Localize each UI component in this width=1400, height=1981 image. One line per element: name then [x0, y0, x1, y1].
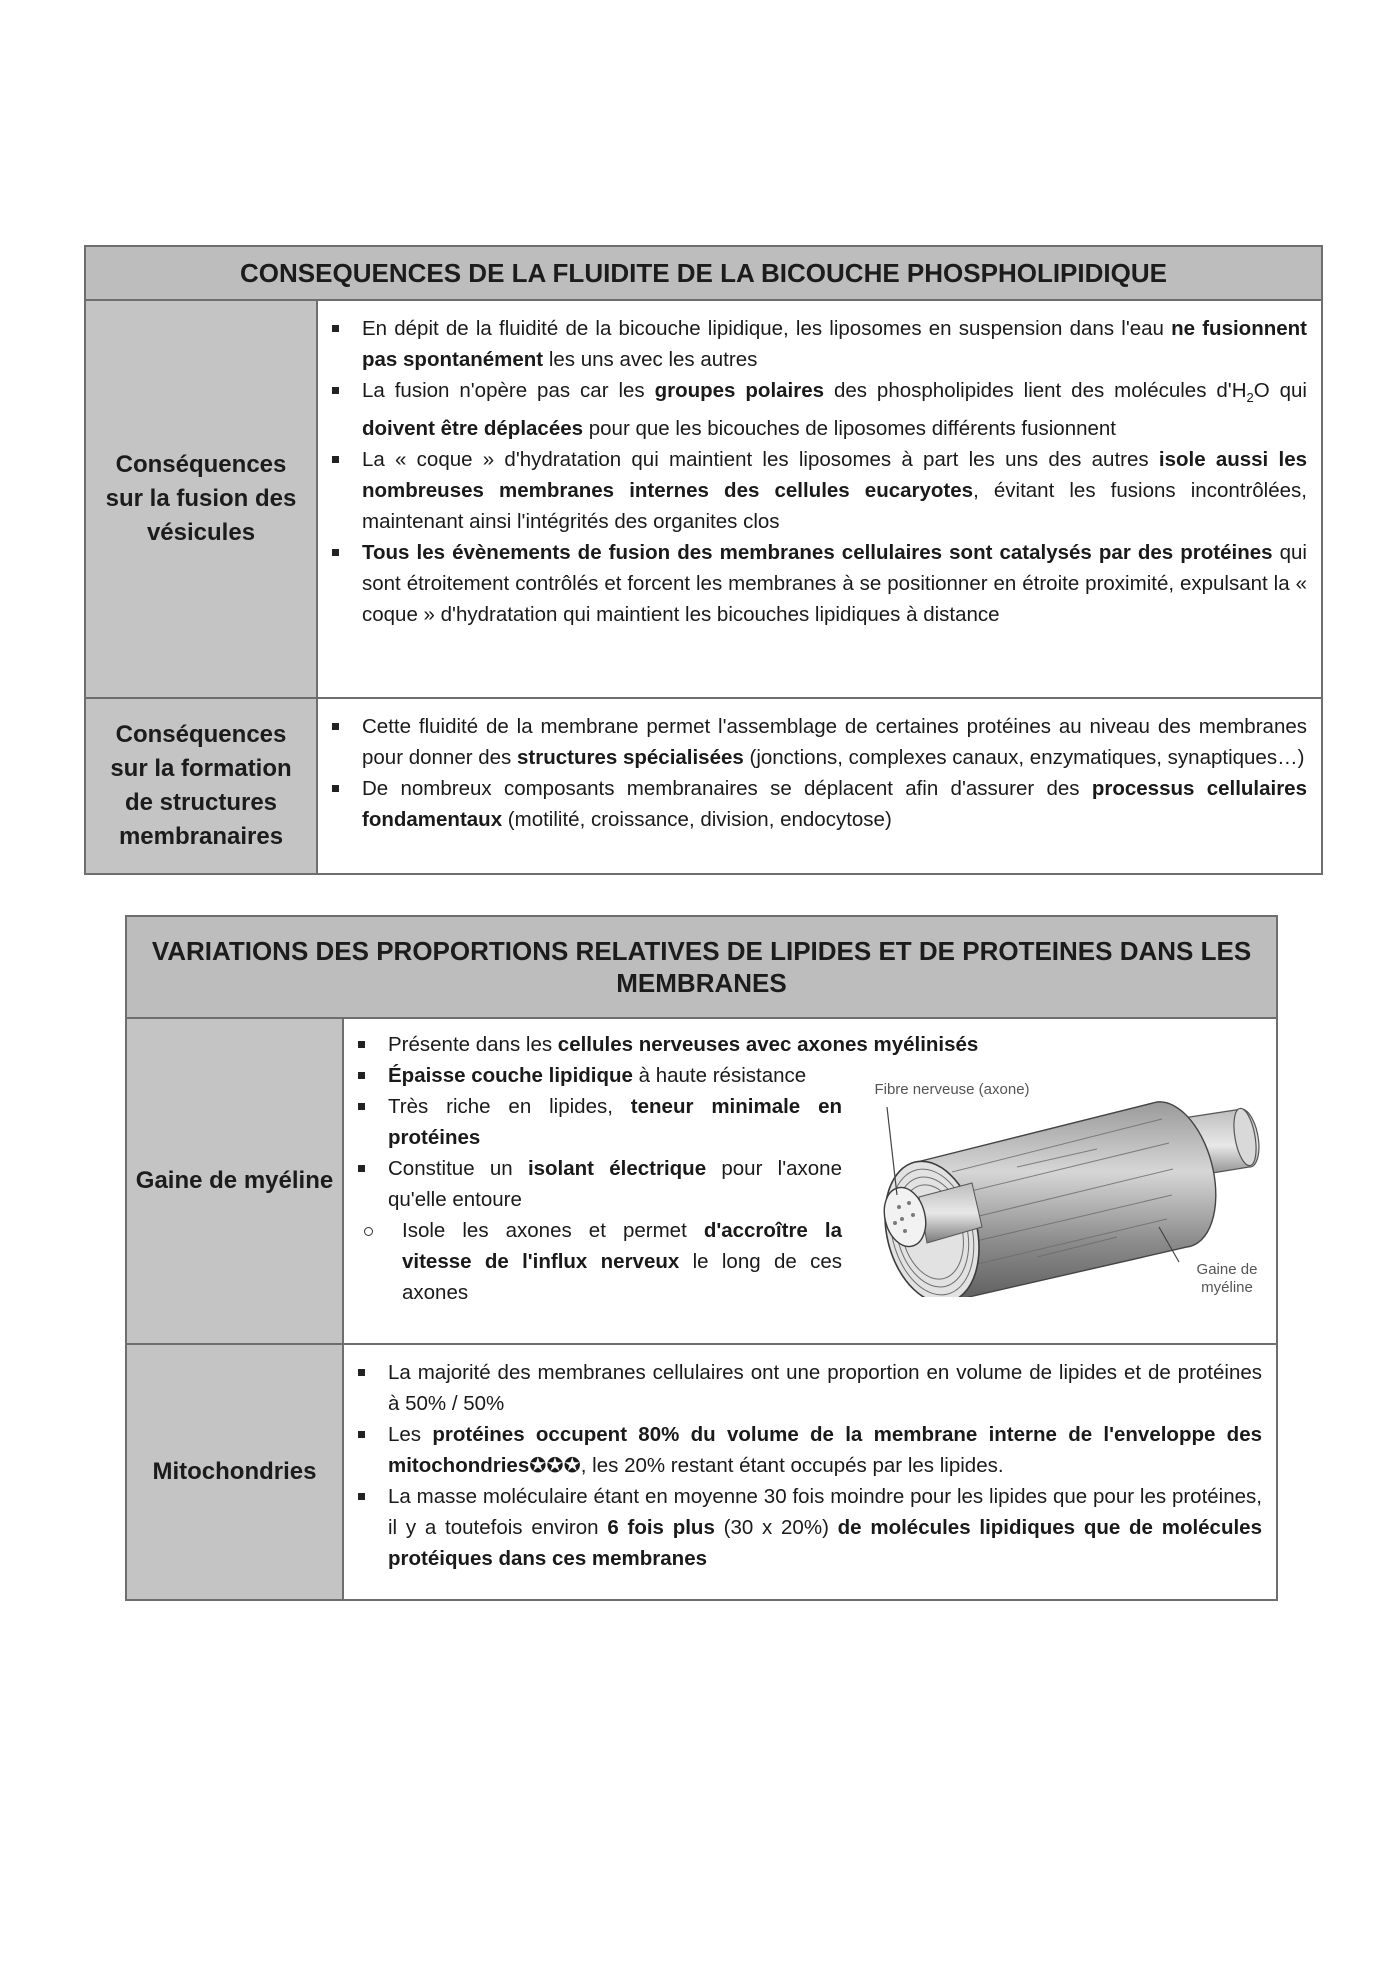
list-item: Présente dans les cellules nerveuses avec axones myélinisés [352, 1029, 1148, 1060]
figure-label-fibre: Fibre nerveuse (axone) [874, 1081, 1030, 1098]
row-content-membrane-structures [317, 698, 1322, 874]
list-item: En dépit de la fluidité de la bicouche lipidique, les liposomes en suspension dans l'eau ne fusionnent pas spontanément les uns avec les autres [326, 313, 1307, 375]
list-item: La masse moléculaire étant en moyenne 30 fois moindre pour les lipides que pour les protéines, il y a toutefois environ 6 fois plus (30 x 20%) de molécules lipidiques que de molécules protéiques dans ces membranes [352, 1481, 1262, 1574]
fluidity-consequences-table [84, 245, 1323, 875]
table-title: VARIATIONS DES PROPORTIONS RELATIVES DE LIPIDES ET DE PROTEINES DANS LES MEMBRANES [126, 916, 1277, 1018]
lipid-protein-proportions-table [125, 915, 1278, 1601]
list-item: La majorité des membranes cellulaires ont une proportion en volume de lipides et de protéines à 50% / 50% [352, 1357, 1262, 1419]
row-label-myelin: Gaine de myéline [126, 1018, 343, 1344]
list-item: Épaisse couche lipidique à haute résistance [352, 1060, 842, 1091]
list-item: La fusion n'opère pas car les groupes polaires des phospholipides lient des molécules $d'H_2O$ qui doivent être déplacées pour que les bicouches de liposomes différents fusionnent [326, 375, 1307, 444]
list-item: Très riche en lipides, teneur minimale en protéines [352, 1091, 842, 1153]
row-content-myelin [343, 1018, 1277, 1344]
list-item: Les protéines occupent 80% du volume de la membrane interne de l'enveloppe des mitochondries✪✪✪, les 20% restant étant occupés par les lipides. [352, 1419, 1262, 1481]
list-item: La « coque » d'hydratation qui maintient les liposomes à part les uns des autres isole aussi les nombreuses membranes internes des cellules eucaryotes, évitant les fusions incontrôlées, maintenant ainsi l'intégrités des organites clos [326, 444, 1307, 537]
row-label-mitochondria: Mitochondries [126, 1344, 343, 1600]
row-content-vesicle-fusion [317, 300, 1322, 698]
list-item: Tous les évènements de fusion des membranes cellulaires sont catalysés par des protéines qui sont étroitement contrôlés et forcent les membranes à se positionner en étroite proximité, expulsant la « coque » d'hydratation qui maintient les bicouches lipidiques à distance [326, 537, 1307, 630]
row-label-membrane-structures: Conséquences sur la formation de structures membranaires [85, 698, 317, 874]
myelin-sheath-figure [857, 1057, 1277, 1297]
list-item: Constitue un isolant électrique pour l'axone qu'elle entoure [352, 1153, 842, 1215]
list-item: De nombreux composants membranaires se déplacent afin d'assurer des processus cellulaires fondamentaux (motilité, croissance, division, endocytose) [326, 773, 1307, 835]
row-label-vesicle-fusion: Conséquences sur la fusion des vésicules [85, 300, 317, 698]
list-item: Cette fluidité de la membrane permet l'assemblage de certaines protéines au niveau des membranes pour donner des structures spécialisées (jonctions, complexes canaux, enzymatiques, synaptiques…) [326, 711, 1307, 773]
table-title: CONSEQUENCES DE LA FLUIDITE DE LA BICOUCHE PHOSPHOLIPIDIQUE [85, 246, 1322, 300]
figure-label-gaine: Gaine de myéline [1196, 1261, 1258, 1296]
sub-list-item: Isole les axones et permet d'accroître la vitesse de l'influx nerveux le long de ces axones [352, 1215, 842, 1308]
row-content-mitochondria [343, 1344, 1277, 1600]
